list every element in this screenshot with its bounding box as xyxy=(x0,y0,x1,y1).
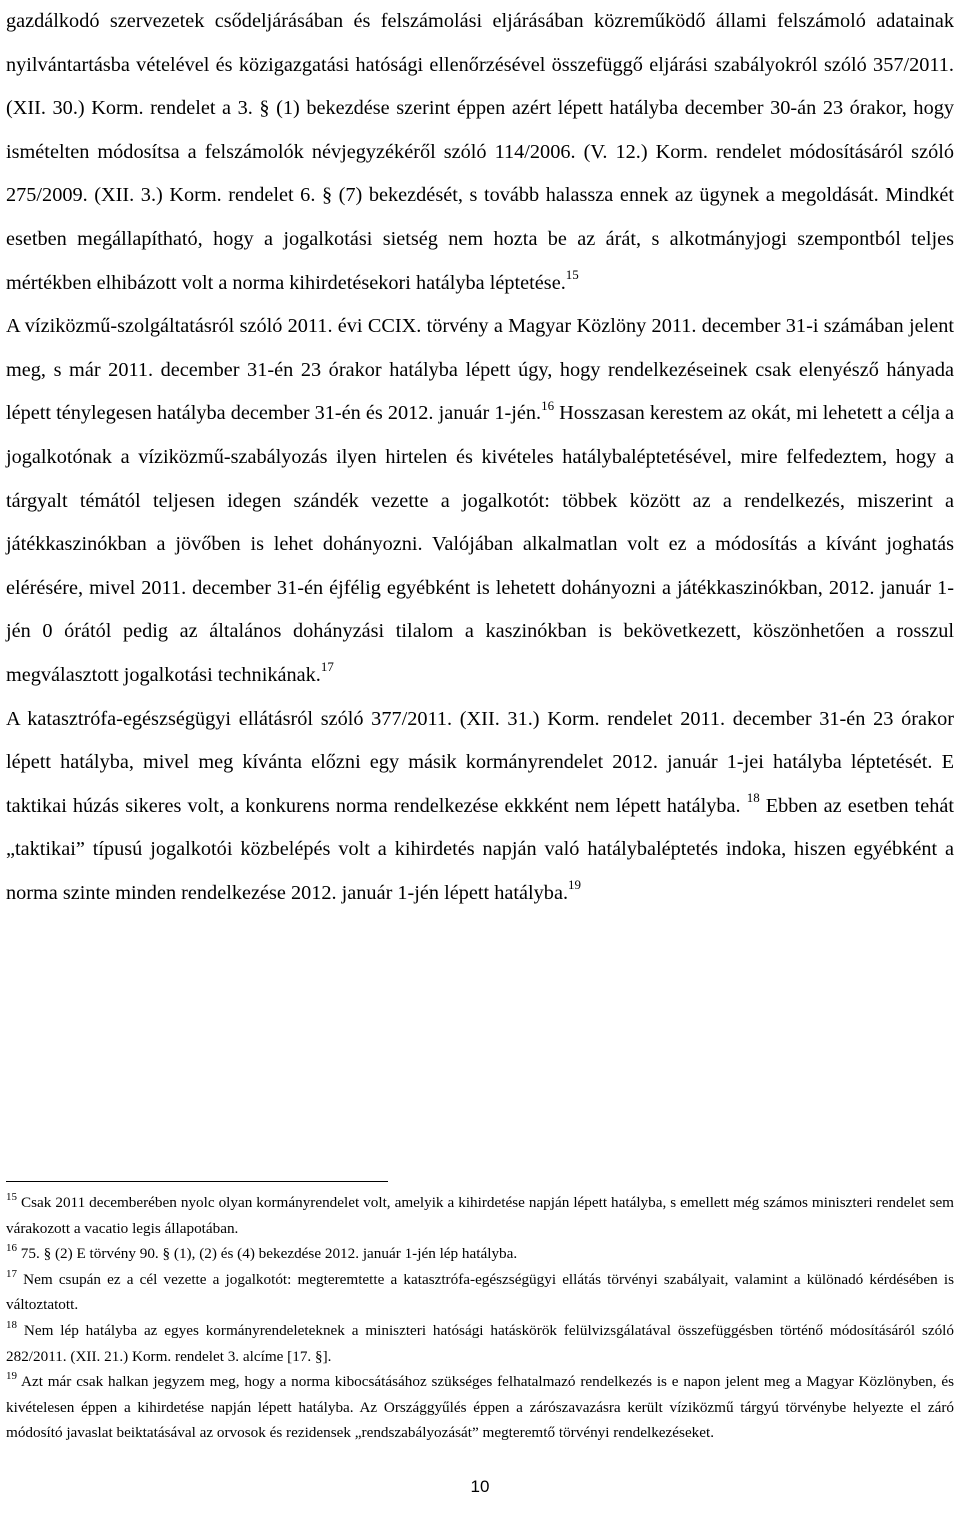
paragraph-text: gazdálkodó szervezetek csődeljárásában és felszámolási eljárásában közreműködő állami felszámoló adatainak nyilvántartásba vételével és közigazgatási hatósági ellenőrzésével összefüggő eljárási szabályokról szóló 357/2011. (XII. 30.) Korm. rendelet a 3. § (1) bekezdése szerint éppen azért lépett hatályba december 30-án 23 órakor, hogy ismételten módosítsa a felszámolók névjegyzékéről szóló 114/2006. (V. 12.) Korm. rendelet módosításáról szóló 275/2009. (XII. 3.) Korm. rendelet 6. § (7) bekezdését, s tovább halassza ennek az ügynek a megoldását. Mindkét esetben megállapítható, hogy a jogalkotási sietség nem hozta be az árát, s alkotmányjogi szempontból teljes mértékben elhibázott volt a norma kihirdetésekori hatályba léptetése. xyxy=(6,10,954,294)
footnote-text: Nem csupán ez a cél vezette a jogalkotót: megteremtette a katasztrófa-egészségügyi ellátás törvényi szabályait, valamint a különadó kérdésében is változtatott. xyxy=(6,1270,954,1314)
paragraph-text: A víziközmű-szolgáltatásról szóló 2011. évi CCIX. törvény a Magyar Közlöny 2011. december 31-i számában jelent meg, s már 2011. december 31-én 23 órakor hatályba lépett úgy, hogy rendelkezéseinek csak elenyésző hányada lépett ténylegesen hatályba december 31-én és 2012. január 1-jén. xyxy=(6,315,954,425)
paragraph-text: A katasztrófa-egészségügyi ellátásról szóló 377/2011. (XII. 31.) Korm. rendelet 2011. december 31-én 23 órakor lépett hatályba, mivel meg kívánta előzni egy másik kormányrendelet 2012. január 1-jei hatályba léptetését. E taktikai húzás sikeres volt, a konkurens norma rendelkezése ekkként nem lépett hatályba. xyxy=(6,707,954,817)
page-number: 10 xyxy=(470,1477,490,1496)
body-text xyxy=(6,0,954,915)
paragraph-2 xyxy=(6,305,954,697)
footnote-text: 75. § (2) E törvény 90. § (1), (2) és (4) bekezdése 2012. január 1-jén lép hatályba. xyxy=(17,1245,518,1263)
paragraph-text: Ebben az esetben tehát „taktikai” típusú jogalkotói közbelépés volt a kihirdetés napján való hatálybaléptetés indoka, hiszen egyébként a norma szinte minden rendelkezése 2012. január 1-jén lépett hatályba. xyxy=(6,794,954,904)
paragraph-text: Hosszasan kerestem az okát, mi lehetett a célja a jogalkotónak a víziközmű-szabályozás ilyen hirtelen és kivételes hatálybaléptetésével, mire felfedeztem, hogy a tárgyalt témától teljesen idegen szándék vezette a jogalkotót: többek között az a rendelkezés, miszerint a játékkaszinókban a jövőben is lehet dohányozni. Valójában alkalmatlan volt ez a módosítás a kívánt joghatás elérésére, mivel 2011. december 31-én éjfélig egyébként is lehetett dohányozni a játékkaszinókban, 2012. január 1-jén 0 órától pedig az általános dohányzási tilalom a kaszinókban is bekövetkezett, köszönhetően a rosszul megválasztott jogalkotási technikának. xyxy=(6,402,954,686)
footnote-ref-17[interactable]: 17 xyxy=(320,659,334,675)
footnote-ref-18[interactable]: 18 xyxy=(746,789,760,805)
footnote-15 xyxy=(6,1190,954,1241)
footnote-number: 18 xyxy=(6,1318,17,1331)
footnote-text: Csak 2011 decemberében nyolc olyan kormányrendelet volt, amelyik a kihirdetése napján lépett hatályba, s emellett még számos miniszteri rendelet sem várakozott a vacatio legis állapotában. xyxy=(6,1194,954,1237)
footnote-number: 16 xyxy=(6,1242,17,1255)
footnote-16 xyxy=(6,1241,954,1267)
footnote-ref-16[interactable]: 16 xyxy=(541,397,555,413)
footnotes xyxy=(6,1190,954,1446)
footnote-ref-19[interactable]: 19 xyxy=(568,877,582,893)
footnote-19 xyxy=(6,1369,954,1446)
footnote-18 xyxy=(6,1318,954,1369)
footnote-separator xyxy=(6,1181,388,1182)
document-page xyxy=(6,0,954,1513)
paragraph-1 xyxy=(6,0,954,305)
footnote-text: Nem lép hatályba az egyes kormányrendeleteknek a miniszteri hatósági hatáskörök felülvizsgálatával összefüggésben történő módosításáról szóló 282/2011. (XII. 21.) Korm. rendelet 3. alcíme [17. §]. xyxy=(6,1321,954,1365)
footnote-number: 15 xyxy=(6,1190,17,1203)
footnote-number: 19 xyxy=(6,1370,17,1383)
footnote-ref-15[interactable]: 15 xyxy=(565,266,579,282)
footnote-number: 17 xyxy=(6,1267,17,1280)
footnote-17 xyxy=(6,1267,954,1318)
paragraph-3 xyxy=(6,698,954,916)
footnote-text: Azt már csak halkan jegyzem meg, hogy a norma kibocsátásához szükséges felhatalmazó rendelkezés is e napon jelent meg a Magyar Közlönyben, és kivételesen éppen a kihirdetése napján lépett hatályba. Az Országgyűlés éppen a zárószavazásra került víziközmű tárgyú törvénybe helyezte el záró módosító javaslat beiktatásával az orvosok és rezidensek „rendszabályozását” megteremtő törvényi rendelkezéseket. xyxy=(6,1373,954,1442)
